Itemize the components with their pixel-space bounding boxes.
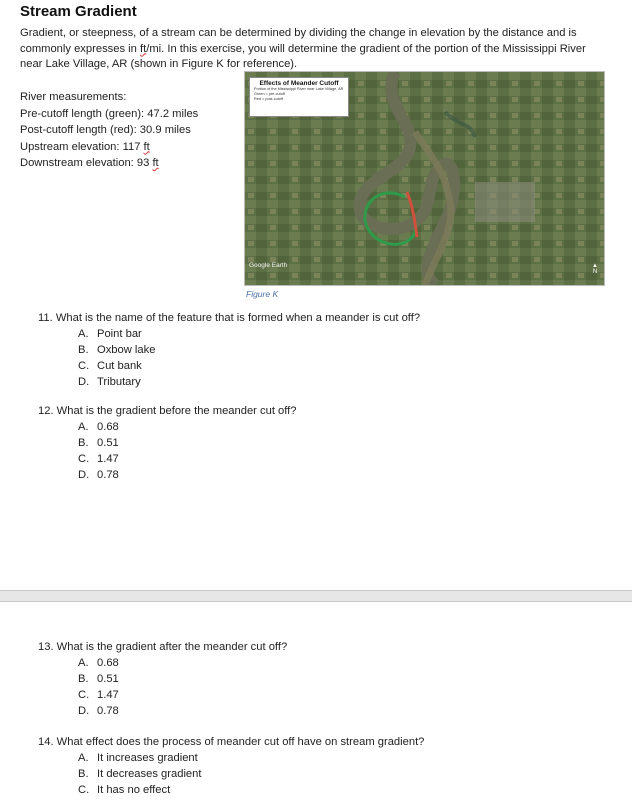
answer-options	[78, 419, 297, 483]
question-11	[38, 312, 420, 390]
answer-option[interactable]: D. 0.78	[78, 705, 119, 717]
answer-option[interactable]: D. 0.78	[78, 469, 119, 481]
answer-option[interactable]: A. Point bar	[78, 328, 142, 340]
legend-line-1: Portion of the Mississippi River near Lake Village, AR	[254, 87, 344, 91]
answer-option[interactable]: C. 1.47	[78, 689, 119, 701]
question-text: 11. What is the name of the feature that is formed when a meander is cut off?	[38, 312, 421, 324]
river-measurements	[20, 89, 198, 172]
figure-caption: Figure K	[246, 289, 279, 299]
answer-option[interactable]: C. 1.47	[78, 453, 119, 465]
legend-title: Effects of Meander Cutoff	[259, 80, 339, 87]
upstream-label: Upstream elevation: 117	[20, 140, 144, 153]
figure-legend	[249, 77, 349, 117]
town-area	[475, 182, 535, 222]
question-text: 12. What is the gradient before the meander cut off?	[38, 405, 297, 417]
answer-options	[78, 326, 420, 390]
page-title: Stream Gradient	[20, 3, 137, 20]
north-label: N	[592, 269, 598, 275]
answer-option[interactable]: B. 0.51	[78, 673, 119, 685]
answer-option[interactable]: D. Tributary	[78, 376, 141, 388]
question-12	[38, 405, 297, 483]
upstream-elevation	[20, 139, 198, 156]
downstream-unit: ft	[152, 157, 159, 169]
intro-unit: ft	[140, 42, 147, 55]
answer-option[interactable]: C. Cut bank	[78, 360, 142, 372]
question-13	[38, 641, 287, 719]
post-cutoff-length: Post-cutoff length (red): 30.9 miles	[20, 124, 191, 136]
downstream-label: Downstream elevation: 93	[20, 157, 153, 169]
answer-options	[78, 655, 287, 719]
question-text: 14. What effect does the process of meander cut off have on stream gradient?	[38, 736, 425, 748]
answer-option[interactable]: A. 0.68	[78, 421, 119, 433]
intro-text-2: /mi. In this exercise, you will determine the gradient of the portion of the Mississippi River near Lake Village, AR (shown in Figure K for reference).	[20, 42, 586, 70]
measurements-heading: River measurements:	[20, 91, 127, 103]
question-14	[38, 736, 424, 798]
page-break	[0, 590, 632, 602]
pre-cutoff-length: Pre-cutoff length (green): 47.2 miles	[20, 107, 199, 120]
intro-paragraph	[20, 26, 610, 73]
google-earth-watermark: Google Earth	[249, 262, 288, 269]
upstream-unit: ft	[143, 140, 150, 153]
question-text: 13. What is the gradient after the meander cut off?	[38, 641, 288, 653]
intro-text-1: Gradient, or steepness, of a stream can be determined by dividing the change in elevation by the distance and is commonly expresses in	[20, 27, 577, 55]
figure-k-satellite-image	[244, 71, 605, 286]
answer-option[interactable]: A. It increases gradient	[78, 752, 198, 764]
answer-option[interactable]: C. It has no effect	[78, 784, 171, 796]
legend-line-2: Green = pre-cutoff	[254, 92, 285, 96]
answer-option[interactable]: B. 0.51	[78, 437, 119, 449]
legend-line-3: Red = post-cutoff	[254, 97, 283, 101]
answer-options	[78, 750, 424, 798]
north-arrow-icon: ▲ N	[592, 263, 598, 275]
answer-option[interactable]: A. 0.68	[78, 657, 119, 669]
answer-option[interactable]: B. It decreases gradient	[78, 768, 202, 780]
downstream-elevation	[20, 155, 198, 172]
answer-option[interactable]: B. Oxbow lake	[78, 344, 156, 356]
